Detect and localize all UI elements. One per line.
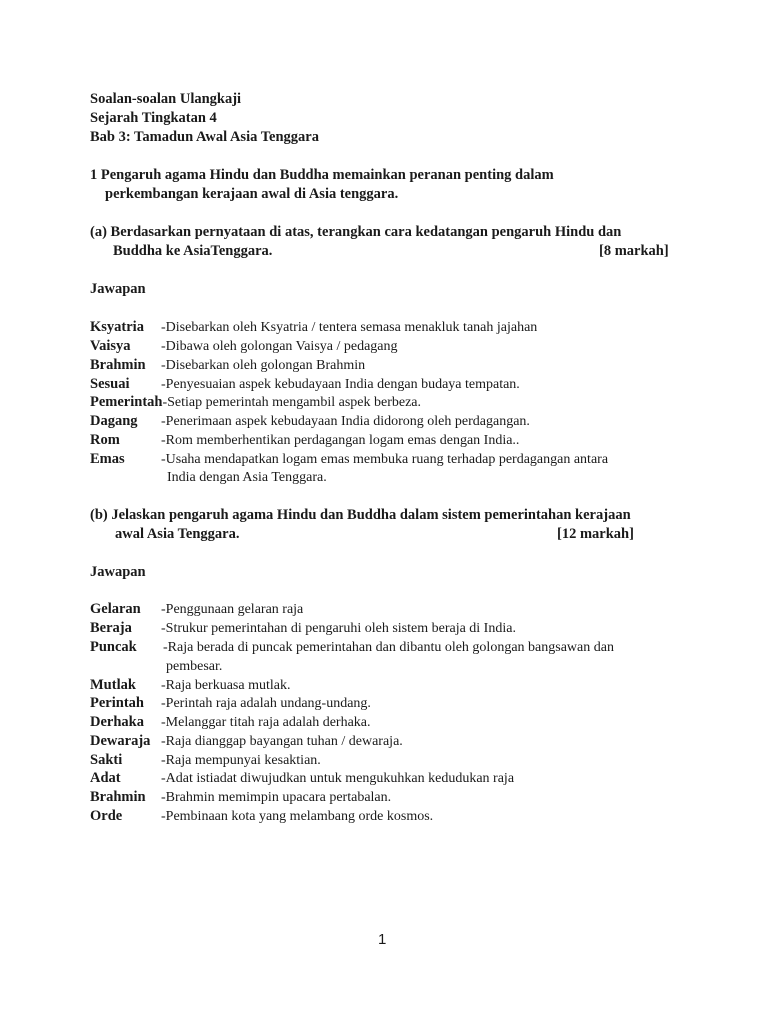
list-item (90, 751, 122, 770)
item-definition: -Raja berada di puncak pemerintahan dan dibantu oleh golongan bangsawan dan (163, 640, 614, 655)
list-item (90, 600, 141, 619)
list-item (90, 619, 132, 638)
list-item (90, 676, 136, 695)
doc-title-line1: Soalan-soalan Ulangkaji (90, 91, 242, 107)
item-term: Brahmin (90, 789, 146, 805)
item-definition: -Penggunaan gelaran raja (161, 602, 304, 617)
item-term: Brahmin (90, 357, 146, 373)
item-definition: -Raja dianggap bayangan tuhan / dewaraja. (161, 734, 403, 749)
list-item (90, 769, 121, 788)
item-definition: -Raja berkuasa mutlak. (161, 678, 291, 693)
item-term: Orde (90, 808, 123, 824)
question-1-line1: 1 Pengaruh agama Hindu dan Buddha memainkan peranan penting dalam (90, 167, 554, 183)
part-b-marks: [12 markah] (557, 526, 634, 542)
item-definition: -Dibawa oleh golongan Vaisya / pedagang (161, 339, 398, 354)
item-definition: -Adat istiadat diwujudkan untuk mengukuhkan kedudukan raja (161, 771, 515, 786)
item-term: Perintah (90, 695, 144, 711)
item-term: Dewaraja (90, 733, 151, 749)
list-item (90, 638, 137, 657)
list-item (90, 356, 146, 375)
part-a-marks: [8 markah] (599, 243, 669, 259)
list-item (90, 431, 120, 450)
list-item (90, 694, 144, 713)
item-definition: -Penyesuaian aspek kebudayaan India dengan budaya tempatan. (161, 377, 520, 392)
item-term: Puncak (90, 639, 137, 655)
part-a-line1: (a) Berdasarkan pernyataan di atas, terangkan cara kedatangan pengaruh Hindu dan (90, 224, 622, 240)
list-item (90, 450, 125, 469)
list-item (90, 393, 421, 412)
item-definition-continuation: pembesar. (166, 659, 223, 674)
item-term: Beraja (90, 620, 132, 636)
list-item (90, 318, 144, 337)
item-definition: -Raja mempunyai kesaktian. (161, 753, 321, 768)
item-definition: -Pembinaan kota yang melambang orde kosmos. (161, 809, 434, 824)
item-definition: -Disebarkan oleh Ksyatria / tentera semasa menakluk tanah jajahan (161, 320, 538, 335)
item-definition: -Rom memberhentikan perdagangan logam emas dengan India.. (161, 433, 520, 448)
part-b-line2: awal Asia Tenggara. (115, 526, 240, 542)
list-item (90, 713, 144, 732)
item-definition: -Strukur pemerintahan di pengaruhi oleh sistem beraja di India. (161, 621, 516, 636)
item-definition: -Setiap pemerintah mengambil aspek berbeza. (162, 395, 421, 410)
question-1-line2: perkembangan kerajaan awal di Asia tenggara. (105, 186, 399, 202)
item-term: Emas (90, 451, 125, 467)
doc-title-line2: Sejarah Tingkatan 4 (90, 110, 217, 126)
item-definition: -Melanggar titah raja adalah derhaka. (161, 715, 371, 730)
page-number: 1 (378, 931, 387, 948)
part-a-answer-label: Jawapan (90, 281, 146, 297)
item-term: Sakti (90, 752, 123, 768)
part-a-line2: Buddha ke AsiaTenggara. (113, 243, 273, 259)
item-term: Rom (90, 432, 120, 448)
item-term: Gelaran (90, 601, 141, 617)
item-definition: -Penerimaan aspek kebudayaan India didorong oleh perdagangan. (161, 414, 530, 429)
item-term: Sesuai (90, 376, 130, 392)
part-b-line1: (b) Jelaskan pengaruh agama Hindu dan Buddha dalam sistem pemerintahan kerajaan (90, 507, 631, 523)
doc-title-line3: Bab 3: Tamadun Awal Asia Tenggara (90, 129, 319, 145)
item-definition: -Brahmin memimpin upacara pertabalan. (161, 790, 392, 805)
list-item (90, 337, 131, 356)
item-term: Pemerintah (90, 394, 163, 410)
item-definition: -Perintah raja adalah undang-undang. (161, 696, 371, 711)
item-term: Mutlak (90, 677, 136, 693)
item-definition-continuation: India dengan Asia Tenggara. (167, 470, 327, 485)
list-item (90, 807, 122, 826)
item-term: Dagang (90, 413, 138, 429)
item-term: Ksyatria (90, 319, 144, 335)
part-b-answer-label: Jawapan (90, 564, 146, 580)
item-term: Vaisya (90, 338, 131, 354)
list-item (90, 788, 146, 807)
item-definition: -Usaha mendapatkan logam emas membuka ruang terhadap perdagangan antara (161, 452, 609, 467)
list-item (90, 412, 138, 431)
item-definition: -Disebarkan oleh golongan Brahmin (161, 358, 366, 373)
item-term: Derhaka (90, 714, 144, 730)
item-term: Adat (90, 770, 121, 786)
list-item (90, 375, 130, 394)
list-item (90, 732, 150, 751)
